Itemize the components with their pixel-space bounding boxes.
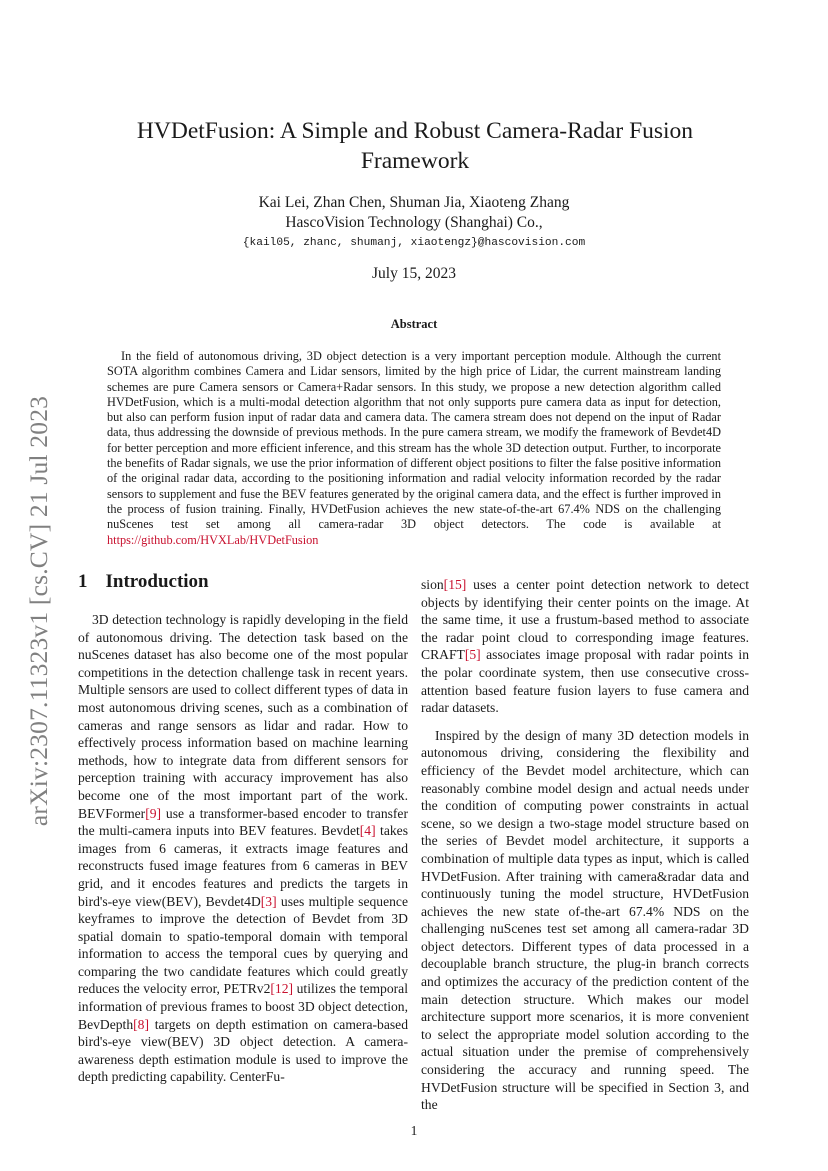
- text-run: uses multiple sequence keyframes to improve the detection of Bevdet from 3D spatial domain to spatio-temporal domain with temporal information to access the temporal cues by querying and comparing the two candidate features which could greatly reduces the velocity error, PETRv2: [78, 893, 408, 997]
- citation-link[interactable]: [8]: [133, 1016, 149, 1032]
- text-run: uses a center point detection network to detect objects by identifying their center points on the image. At the same time, it use a frustum-based method to associate the radar point cloud to corresponding image features. CRAFT: [421, 577, 749, 663]
- paper-title: HVDetFusion: A Simple and Robust Camera-Radar Fusion Framework: [136, 118, 694, 174]
- text-run: utilizes the temporal information of previous frames to boost 3D object detection, BevDepth: [78, 981, 408, 1032]
- citation-link[interactable]: [3]: [260, 893, 277, 909]
- citation-link[interactable]: [15]: [443, 577, 467, 592]
- intro-paragraph-1-cont: [421, 576, 749, 717]
- section-title: Introduction: [105, 571, 209, 592]
- text-run: targets on depth estimation on camera-based bird's-eye view(BEV) 3D object detection. A camera-awareness depth estimation module is used to improve the depth predicting capability. CenterFu-: [78, 1016, 408, 1085]
- code-link[interactable]: https://github.com/HVXLab/HVDetFusion: [107, 532, 319, 547]
- section-number: 1: [78, 571, 88, 592]
- text-run: associates image proposal with radar points in the polar coordinate system, then use consecutive cross-attention based feature fusion layers to fuse camera and radar datasets.: [421, 647, 749, 716]
- text-run: sion: [421, 577, 444, 592]
- intro-paragraph-2: Inspired by the design of many 3D detection models in autonomous driving, considering the flexibility and efficiency of the Bevdet model architecture, which can reasonably combine model design and actual needs under the condition of computing power constraints in actual scene, so we design a two-stage model structure based on the series of Bevdet model architecture, it supports a combination of multiple data types as input, which is called HVDetFusion. After training with camera&radar data and continuously tuning the model structure, HVDetFusion achieves the new state of-the-art 67.4% NDS on the challenging nuScenes test set among all camera-radar 3D object detectors. Different types of data processed in a decouplable branch structure, the plug-in branch corrects and optimizes the accuracy of the prediction content of the main detection structure. Which makes our model architecture support more scenarios, it is more convenient to select the appropriate model solution according to the actual situation under the premise of comprehensively considering the accuracy and running speed. The HVDetFusion structure will be specified in Section 3, and the: [421, 727, 749, 1113]
- section-heading: [78, 571, 408, 593]
- text-run: takes images from 6 cameras, it extracts image features and reconstructs fused image features from 6 cameras in BEV grid, and it encodes features and predicts the targets in bird's-eye view(BEV), Bevdet4D: [78, 823, 408, 909]
- page-number: 1: [410, 1123, 418, 1138]
- paper-emails: {kail05, zhanc, shumanj, xiaotengz}@hascovision.com: [242, 237, 586, 249]
- text-run: 3D detection technology is rapidly developing in the field of autonomous driving. The detection task based on the nuScenes dataset has also become one of the most popular competitions in the detection challenge task in recent years. Multiple sensors are used to collect different types of data in most autonomous driving scenes, such as a combination of cameras and range sensors as lidar and radar. How to effectively process information based on machine learning methods, how to integrate data from different sensors for perception training with accuracy improvement has also become one of the most important part of the work. BEVFormer: [78, 612, 408, 821]
- citation-link[interactable]: [4]: [359, 823, 376, 839]
- right-column: [421, 576, 749, 1114]
- text-run: use a transformer-based encoder to transfer the multi-camera inputs into BEV features. Bevdet: [78, 805, 408, 839]
- citation-link[interactable]: [12]: [270, 981, 294, 997]
- paper-authors: Kai Lei, Zhan Chen, Shuman Jia, Xiaoteng Zhang: [258, 194, 570, 211]
- paper-date: July 15, 2023: [372, 265, 456, 282]
- abstract-text: In the field of autonomous driving, 3D object detection is a very important perception module. Although the current SOTA algorithm combines Camera and Lidar sensors, limited by the high price of Lidar, the current mainstream landing schemes are pure Camera sensors or Camera+Radar sensors. In this study, we propose a new detection algorithm called HVDetFusion, which is a multi-modal detection algorithm that not only supports pure camera data as input for detection, but also can perform fusion input of radar data and camera data. The camera stream does not depend on the input of Radar data, thus addressing the downside of previous methods. In the pure camera stream, we modify the framework of Bevdet4D for better perception and more efficient inference, and this stream has the whole 3D detection output. Further, to incorporate the benefits of Radar signals, we use the prior information of different object positions to filter the false positive information of the original radar data, according to the positioning information and radial velocity information recorded by the radar sensors to supplement and fuse the BEV features generated by the original camera data, and the effect is further improved in the process of fusion training. Finally, HVDetFusion achieves the new state-of-the-art 67.4% NDS on the challenging nuScenes test set among all camera-radar 3D object detectors. The code is available at: [107, 349, 721, 532]
- citation-link[interactable]: [5]: [464, 647, 481, 663]
- arxiv-stamp: [14, 372, 64, 850]
- citation-link[interactable]: [9]: [145, 805, 162, 821]
- arxiv-id: arXiv:2307.11323v1 [cs.CV] 21 Jul 2023: [24, 395, 53, 827]
- left-column: [78, 571, 408, 1086]
- abstract-heading: Abstract: [390, 317, 438, 331]
- abstract-body: [107, 349, 721, 548]
- intro-paragraph-1: [78, 611, 408, 1086]
- paper-affiliation: HascoVision Technology (Shanghai) Co.,: [285, 214, 543, 231]
